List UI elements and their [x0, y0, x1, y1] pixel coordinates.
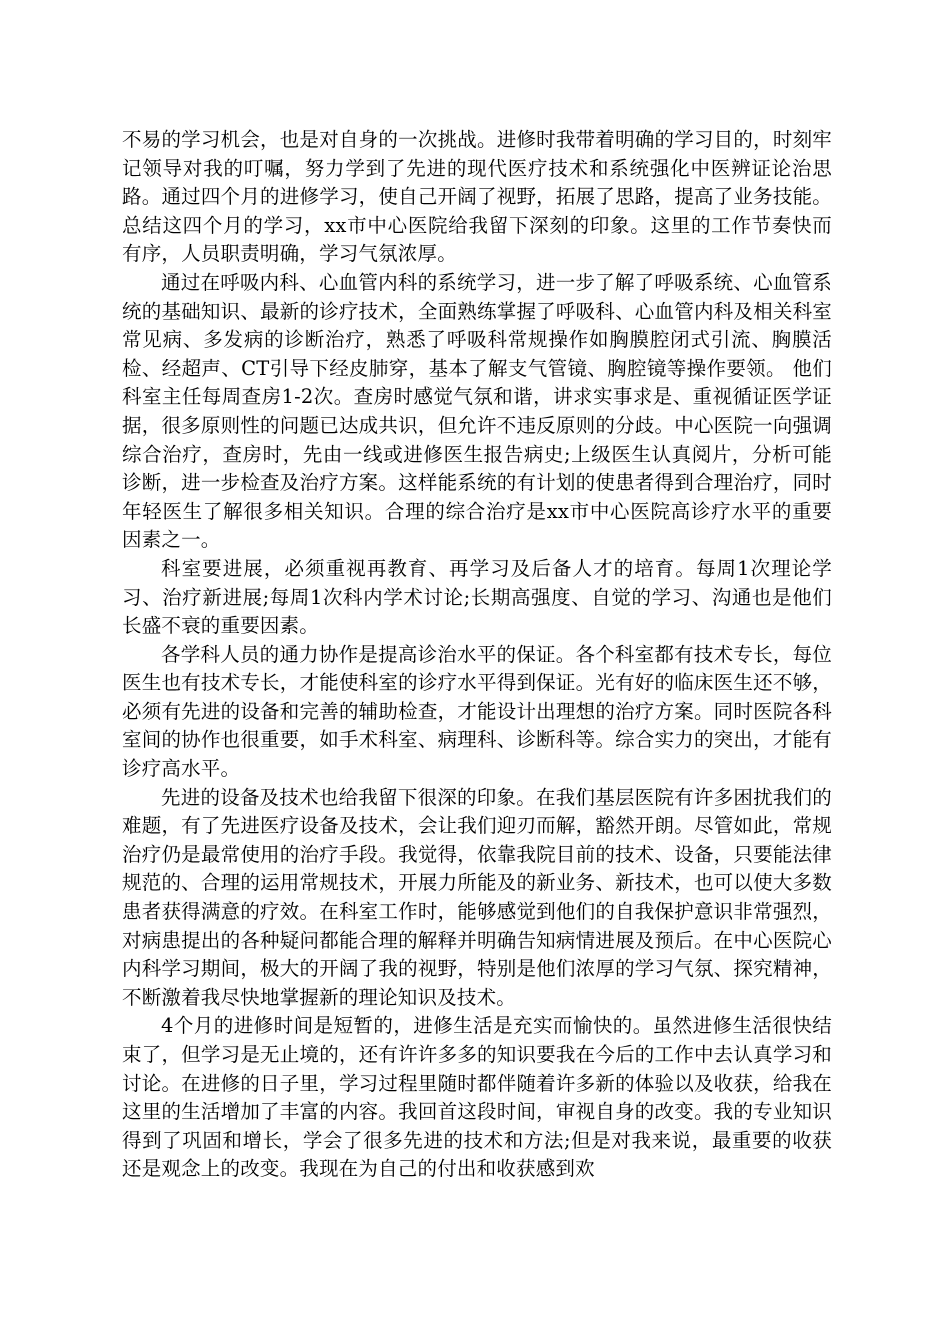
- paragraph-6: 4个月的进修时间是短暂的，进修生活是充实而愉快的。虽然进修生活很快结束了，但学习是无止境的，还有许许多多的知识要我在今后的工作中去认真学习和讨论。在进修的日子里，学习过程里随时都伴随着许多新的体验以及收获，给我在这里的生活增加了丰富的内容。我回首这段时间，审视自身的改变。我的专业知识得到了巩固和增长，学会了很多先进的技术和方法;但是对我来说，最重要的收获还是观念上的改变。我现在为自己的付出和收获感到欢: [122, 1014, 832, 1181]
- paragraph-3: 科室要进展，必须重视再教育、再学习及后备人才的培育。每周1次理论学习、治疗新进展;每周1次科内学术讨论;长期高强度、自觉的学习、沟通也是他们长盛不衰的重要因素。: [122, 556, 832, 638]
- document-body: [122, 126, 832, 1184]
- paragraph-1: 不易的学习机会，也是对自身的一次挑战。进修时我带着明确的学习目的，时刻牢记领导对我的叮嘱，努力学到了先进的现代医疗技术和系统强化中医辨证论治思路。通过四个月的进修学习，使自己开阔了视野，拓展了思路，提高了业务技能。总结这四个月的学习，xx市中心医院给我留下深刻的印象。这里的工作节奏快而有序，人员职责明确，学习气氛浓厚。: [122, 128, 832, 266]
- paragraph-5: 先进的设备及技术也给我留下很深的印象。在我们基层医院有许多困扰我们的难题，有了先进医疗设备及技术，会让我们迎刃而解，豁然开朗。尽管如此，常规治疗仍是最常使用的治疗手段。我觉得，依靠我院目前的技术、设备，只要能法律规范的、合理的运用常规技术，开展力所能及的新业务、新技术，也可以使大多数患者获得满意的疗效。在科室工作时，能够感觉到他们的自我保护意识非常强烈，对病患提出的各种疑问都能合理的解释并明确告知病情进展及预后。在中心医院心内科学习期间，极大的开阔了我的视野，特别是他们浓厚的学习气氛、探究精神，不断激着我尽快地掌握新的理论知识及技术。: [122, 785, 832, 1009]
- paragraph-4: 各学科人员的通力协作是提高诊治水平的保证。各个科室都有技术专长，每位医生也有技术专长，才能使科室的诊疗水平得到保证。光有好的临床医生还不够，必须有先进的设备和完善的辅助检查，才能设计出理想的治疗方案。同时医院各科室间的协作也很重要，如手术科室、病理科、诊断科等。综合实力的突出，才能有诊疗高水平。: [122, 642, 832, 781]
- paragraph-2: 通过在呼吸内科、心血管内科的系统学习，进一步了解了呼吸系统、心血管系统的基础知识、最新的诊疗技术，全面熟练掌握了呼吸科、心血管内科及相关科室常见病、多发病的诊断治疗，熟悉了呼吸科常规操作如胸膜腔闭式引流、胸膜活检、经超声、CT引导下经皮肺穿，基本了解支气管镜、胸腔镜等操作要领。 他们科室主任每周查房1-2次。查房时感觉气氛和谐，讲求实事求是、重视循证医学证据，很多原则性的问题已达成共识，但允许不违反原则的分歧。中心医院一向强调综合治疗，查房时，先由一线或进修医生报告病史;上级医生认真阅片，分析可能诊断，进一步检查及治疗方案。这样能系统的有计划的使患者得到合理治疗，同时年轻医生了解很多相关知识。合理的综合治疗是xx市中心医院高诊疗水平的重要因素之一。: [122, 270, 832, 552]
